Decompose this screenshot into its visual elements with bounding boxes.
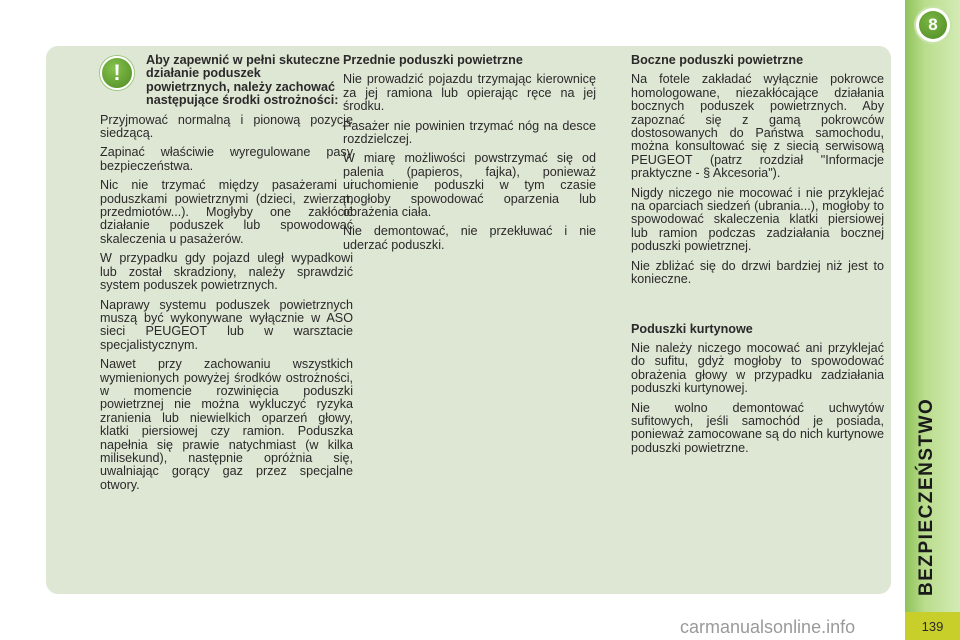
front-airbags-heading: Przednie poduszki powietrzne xyxy=(343,53,523,67)
warning-paragraph: Zapinać właściwie wyregulowane pasy bezpieczeństwa. xyxy=(100,145,353,173)
side-airbags-heading: Boczne poduszki powietrzne xyxy=(631,53,804,67)
chapter-title: BEZPIECZEŃSTWO xyxy=(916,397,937,596)
warning-paragraph: Naprawy systemu poduszek powietrznych muszą być wykonywane wyłącznie w ASO sieci PEUGEOT lub w warsztacie specjalistycznym. xyxy=(100,297,353,352)
page-number: 139 xyxy=(921,618,944,634)
content-panel xyxy=(46,46,891,594)
front-paragraph: Nie prowadzić pojazdu trzymając kierownicę za jej ramiona lub opierając ręce na jej środku. xyxy=(343,72,596,114)
watermark: carmanualsonline.info xyxy=(680,617,856,637)
section-spacer xyxy=(631,293,884,323)
side-paragraph: Nigdy niczego nie mocować i nie przyklejać na oparciach siedzeń (ubrania...), mogłoby to spowodować skaleczenia klatki piersiowej lub ramion podczas zadziałania bocznej poduszki powietrznej. xyxy=(631,185,884,254)
warning-column xyxy=(100,54,353,498)
warning-paragraph: Przyjmować normalną i pionową pozycję siedzącą. xyxy=(100,112,353,141)
front-paragraph: Nie demontować, nie przekłuwać i nie uderzać poduszki. xyxy=(343,224,596,252)
side-paragraph: Na fotele zakładać wyłącznie pokrowce homologowane, niezakłócające działania bocznych poduszek powietrznych. Aby zapoznać się z gamą pokrowców dostosowanych do Państwa samochodu, można konsultować się z siecią serwisową PEUGEOT (patrz rozdział "Informacje praktyczne - § Akcesoria"). xyxy=(631,72,884,181)
curtain-paragraph: Nie wolno demontować uchwytów sufitowych, jeśli samochód je posiada, ponieważ zamocowane są do nich kurtynowe poduszki powietrzne. xyxy=(631,400,884,455)
warning-header xyxy=(100,54,353,108)
front-paragraph: Pasażer nie powinien trzymać nóg na desce rozdzielczej. xyxy=(343,118,596,147)
exclamation-icon: ! xyxy=(100,56,134,90)
warning-title: Aby zapewnić w pełni skuteczne działanie poduszek powietrznych, należy zachować następujące środki ostrożności: xyxy=(146,53,340,108)
chapter-number: 8 xyxy=(919,11,947,39)
curtain-paragraph: Nie należy niczego mocować ani przyklejać do sufitu, gdyż mogłoby to spowodować obrażenia głowy w przypadku zadziałania poduszki kurtynowej. xyxy=(631,340,884,396)
side-paragraph: Nie zbliżać się do drzwi bardziej niż jest to konieczne. xyxy=(631,258,884,287)
warning-paragraph: Nic nie trzymać między pasażerami i poduszkami powietrznymi (dzieci, zwierząt, przedmiotów...). Mogłyby one zakłócić działanie poduszek lub spowodować skaleczenia u pasażerów. xyxy=(100,178,353,246)
chapter-badge xyxy=(914,6,952,44)
front-airbags-column xyxy=(343,54,596,258)
curtain-airbags-heading: Poduszki kurtynowe xyxy=(631,321,753,336)
warning-paragraph: W przypadku gdy pojazd uległ wypadkowi lub został skradziony, należy sprawdzić system poduszek powietrznych. xyxy=(100,251,353,293)
warning-paragraph: Nawet przy zachowaniu wszystkich wymienionych powyżej środków ostrożności, w momencie rozwinięcia poduszki powietrznej nie można wykluczyć ryzyka zranienia lub niewielkich oparzeń głowy, klatki piersiowej czy ramion. Poduszka napełnia się prawie natychmiast (w kilka milisekund), następnie opróżnia się, uwalniając gorący gaz przez specjalne otwory. xyxy=(100,357,353,492)
side-airbags-column xyxy=(631,54,884,461)
page-number-box xyxy=(905,612,960,640)
front-paragraph: W miarę możliwości powstrzymać się od palenia (papieros, fajka), ponieważ uruchomienie poduszki w tym czasie mogłoby spowodować oparzenia lub obrażenia ciała. xyxy=(343,151,596,220)
